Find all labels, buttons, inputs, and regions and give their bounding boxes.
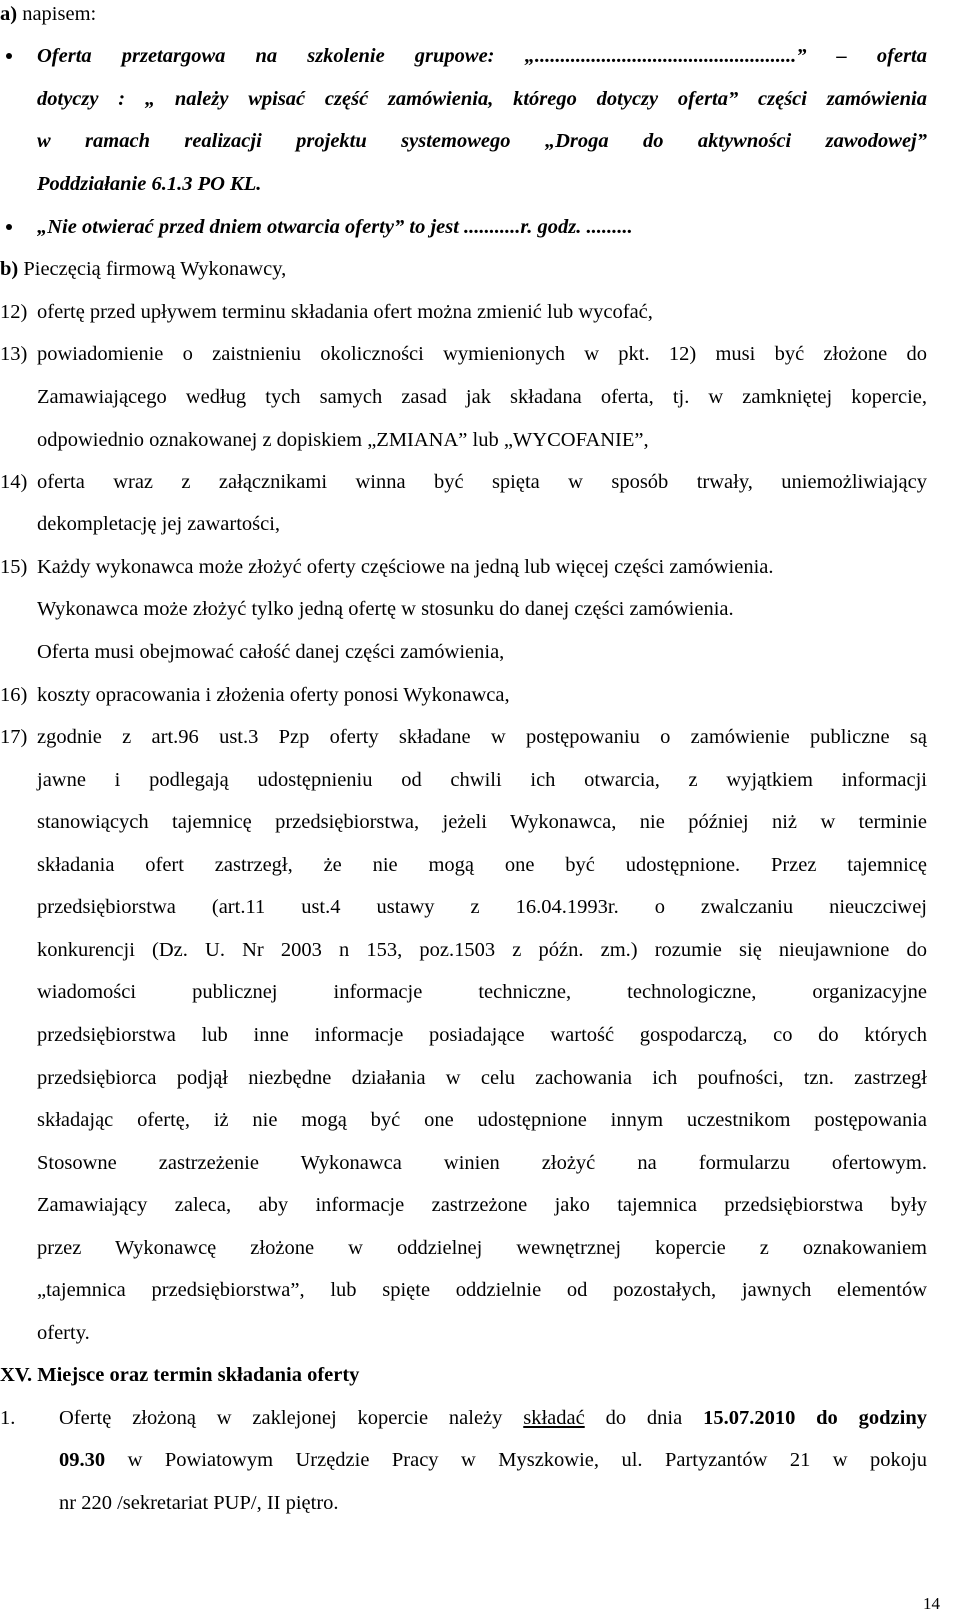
item15-line2: Wykonawca może złożyć tylko jedną ofertę w stosunku do danej części zamówienia. [37,598,734,620]
item-b-label: b) [0,258,19,280]
item12-text: ofertę przed upływem terminu składania ofert można zmienić lub wycofać, [37,301,653,323]
item13-line1: powiadomienie o zaistnieniu okoliczności wymienionych w pkt. 12) musi być złożone do [37,343,927,365]
page-number: 14 [923,1594,940,1613]
item-a [0,2,96,26]
bullet-icon [6,224,12,230]
point1-deadline-time: 09.30 [59,1449,106,1471]
item17-line: konkurencji (Dz. U. Nr 2003 n 153, poz.1503 z późn. zm.) rozumie się nieujawnione do [37,939,927,961]
item17-num: 17) [0,726,28,748]
section-heading [0,1363,359,1387]
item17-line: składania ofert zastrzegł, że nie mogą one być udostępnione. Przez tajemnicę [37,854,927,876]
item17-line: Zamawiający zaleca, aby informacje zastrzeżone jako tajemnica przedsiębiorstwa były [37,1194,927,1216]
point1-line1 [59,1406,927,1430]
item12-num: 12) [0,301,28,323]
item14-line2: dekompletację jej zawartości, [37,513,281,535]
point1-line2 [59,1448,927,1472]
point1-line3: nr 220 /sekretariat PUP/, II piętro. [59,1492,339,1514]
section-number: XV. [0,1364,33,1386]
point1-text-a: Ofertę złożoną w zaklejonej kopercie należy [59,1407,503,1429]
item17-line: przedsiębiorstwa (art.11 ust.4 ustawy z 16.04.1993r. o zwalczaniu nieuczciwej [37,896,927,918]
bullet-icon [6,53,12,59]
item16-num: 16) [0,684,28,706]
item-a-label: a) [0,3,18,25]
item17-line: Stosowne zastrzeżenie Wykonawca winien złożyć na formularzu ofertowym. [37,1152,927,1174]
item14-num: 14) [0,471,28,493]
item17-line: przez Wykonawcę złożone w oddzielnej wewnętrznej kopercie z oznakowaniem [37,1237,927,1259]
item15-num: 15) [0,556,28,578]
item13-num: 13) [0,343,28,365]
point1-num: 1. [0,1407,16,1429]
item14-line1: oferta wraz z załącznikami winna być spięta w sposób trwały, uniemożliwiający [37,471,927,493]
item15-line1: Każdy wykonawca może złożyć oferty częściowe na jedną lub więcej części zamówienia. [37,556,774,578]
item17-line: oferty. [37,1322,90,1344]
item13-line3: odpowiednio oznakowanej z dopiskiem „ZMIANA” lub „WYCOFANIE”, [37,429,649,451]
bullet2-text: „Nie otwierać przed dniem otwarcia oferty” to jest ...........r. godz. ......... [37,216,633,238]
item17-line: składając ofertę, iż nie mogą być one udostępnione innym uczestnikom postępowania [37,1109,927,1131]
point1-underlined: składać [523,1407,585,1429]
bullet1-line3: w ramach realizacji projektu systemowego „Droga do aktywności zawodowej” [37,130,927,152]
point1-location: w Powiatowym Urzędzie Pracy w Myszkowie, ul. Partyzantów 21 w pokoju [127,1449,928,1471]
point1-deadline-date: 15.07.2010 do godziny [703,1407,927,1429]
point1-text-b: do dnia [605,1407,683,1429]
bullet1-line4: Poddziałanie 6.1.3 PO KL. [37,173,262,195]
bullet1-line2: dotyczy : „ należy wpisać część zamówienia, którego dotyczy oferta” części zamówienia [37,88,927,110]
item17-line: „tajemnica przedsiębiorstwa”, lub spięte oddzielnie od pozostałych, jawnych elementów [37,1279,927,1301]
item17-line: zgodnie z art.96 ust.3 Pzp oferty składane w postępowaniu o zamówienie publiczne są [37,726,927,748]
item17-line: przedsiębiorstwa lub inne informacje posiadające wartość gospodarczą, co do których [37,1024,927,1046]
item-a-text: napisem: [22,3,97,25]
section-title: Miejsce oraz termin składania oferty [37,1364,360,1386]
item17-line: wiadomości publicznej informacje techniczne, technologiczne, organizacyjne [37,981,927,1003]
item13-line2: Zamawiającego według tych samych zasad jak składana oferta, tj. w zamkniętej kopercie, [37,386,927,408]
item-b-text: Pieczęcią firmową Wykonawcy, [23,258,287,280]
item-b [0,257,286,281]
item15-line3: Oferta musi obejmować całość danej części zamówienia, [37,641,505,663]
item17-line: jawne i podlegają udostępnieniu od chwili ich otwarcia, z wyjątkiem informacji [37,769,927,791]
bullet1-line1: Oferta przetargowa na szkolenie grupowe: „...................................................” – oferta [37,45,927,67]
item16-text: koszty opracowania i złożenia oferty ponosi Wykonawca, [37,684,510,706]
item17-line: przedsiębiorca podjął niezbędne działania w celu zachowania ich poufności, tzn. zastrzegł [37,1067,927,1089]
item17-line: stanowiących tajemnicę przedsiębiorstwa, jeżeli Wykonawca, nie później niż w terminie [37,811,927,833]
